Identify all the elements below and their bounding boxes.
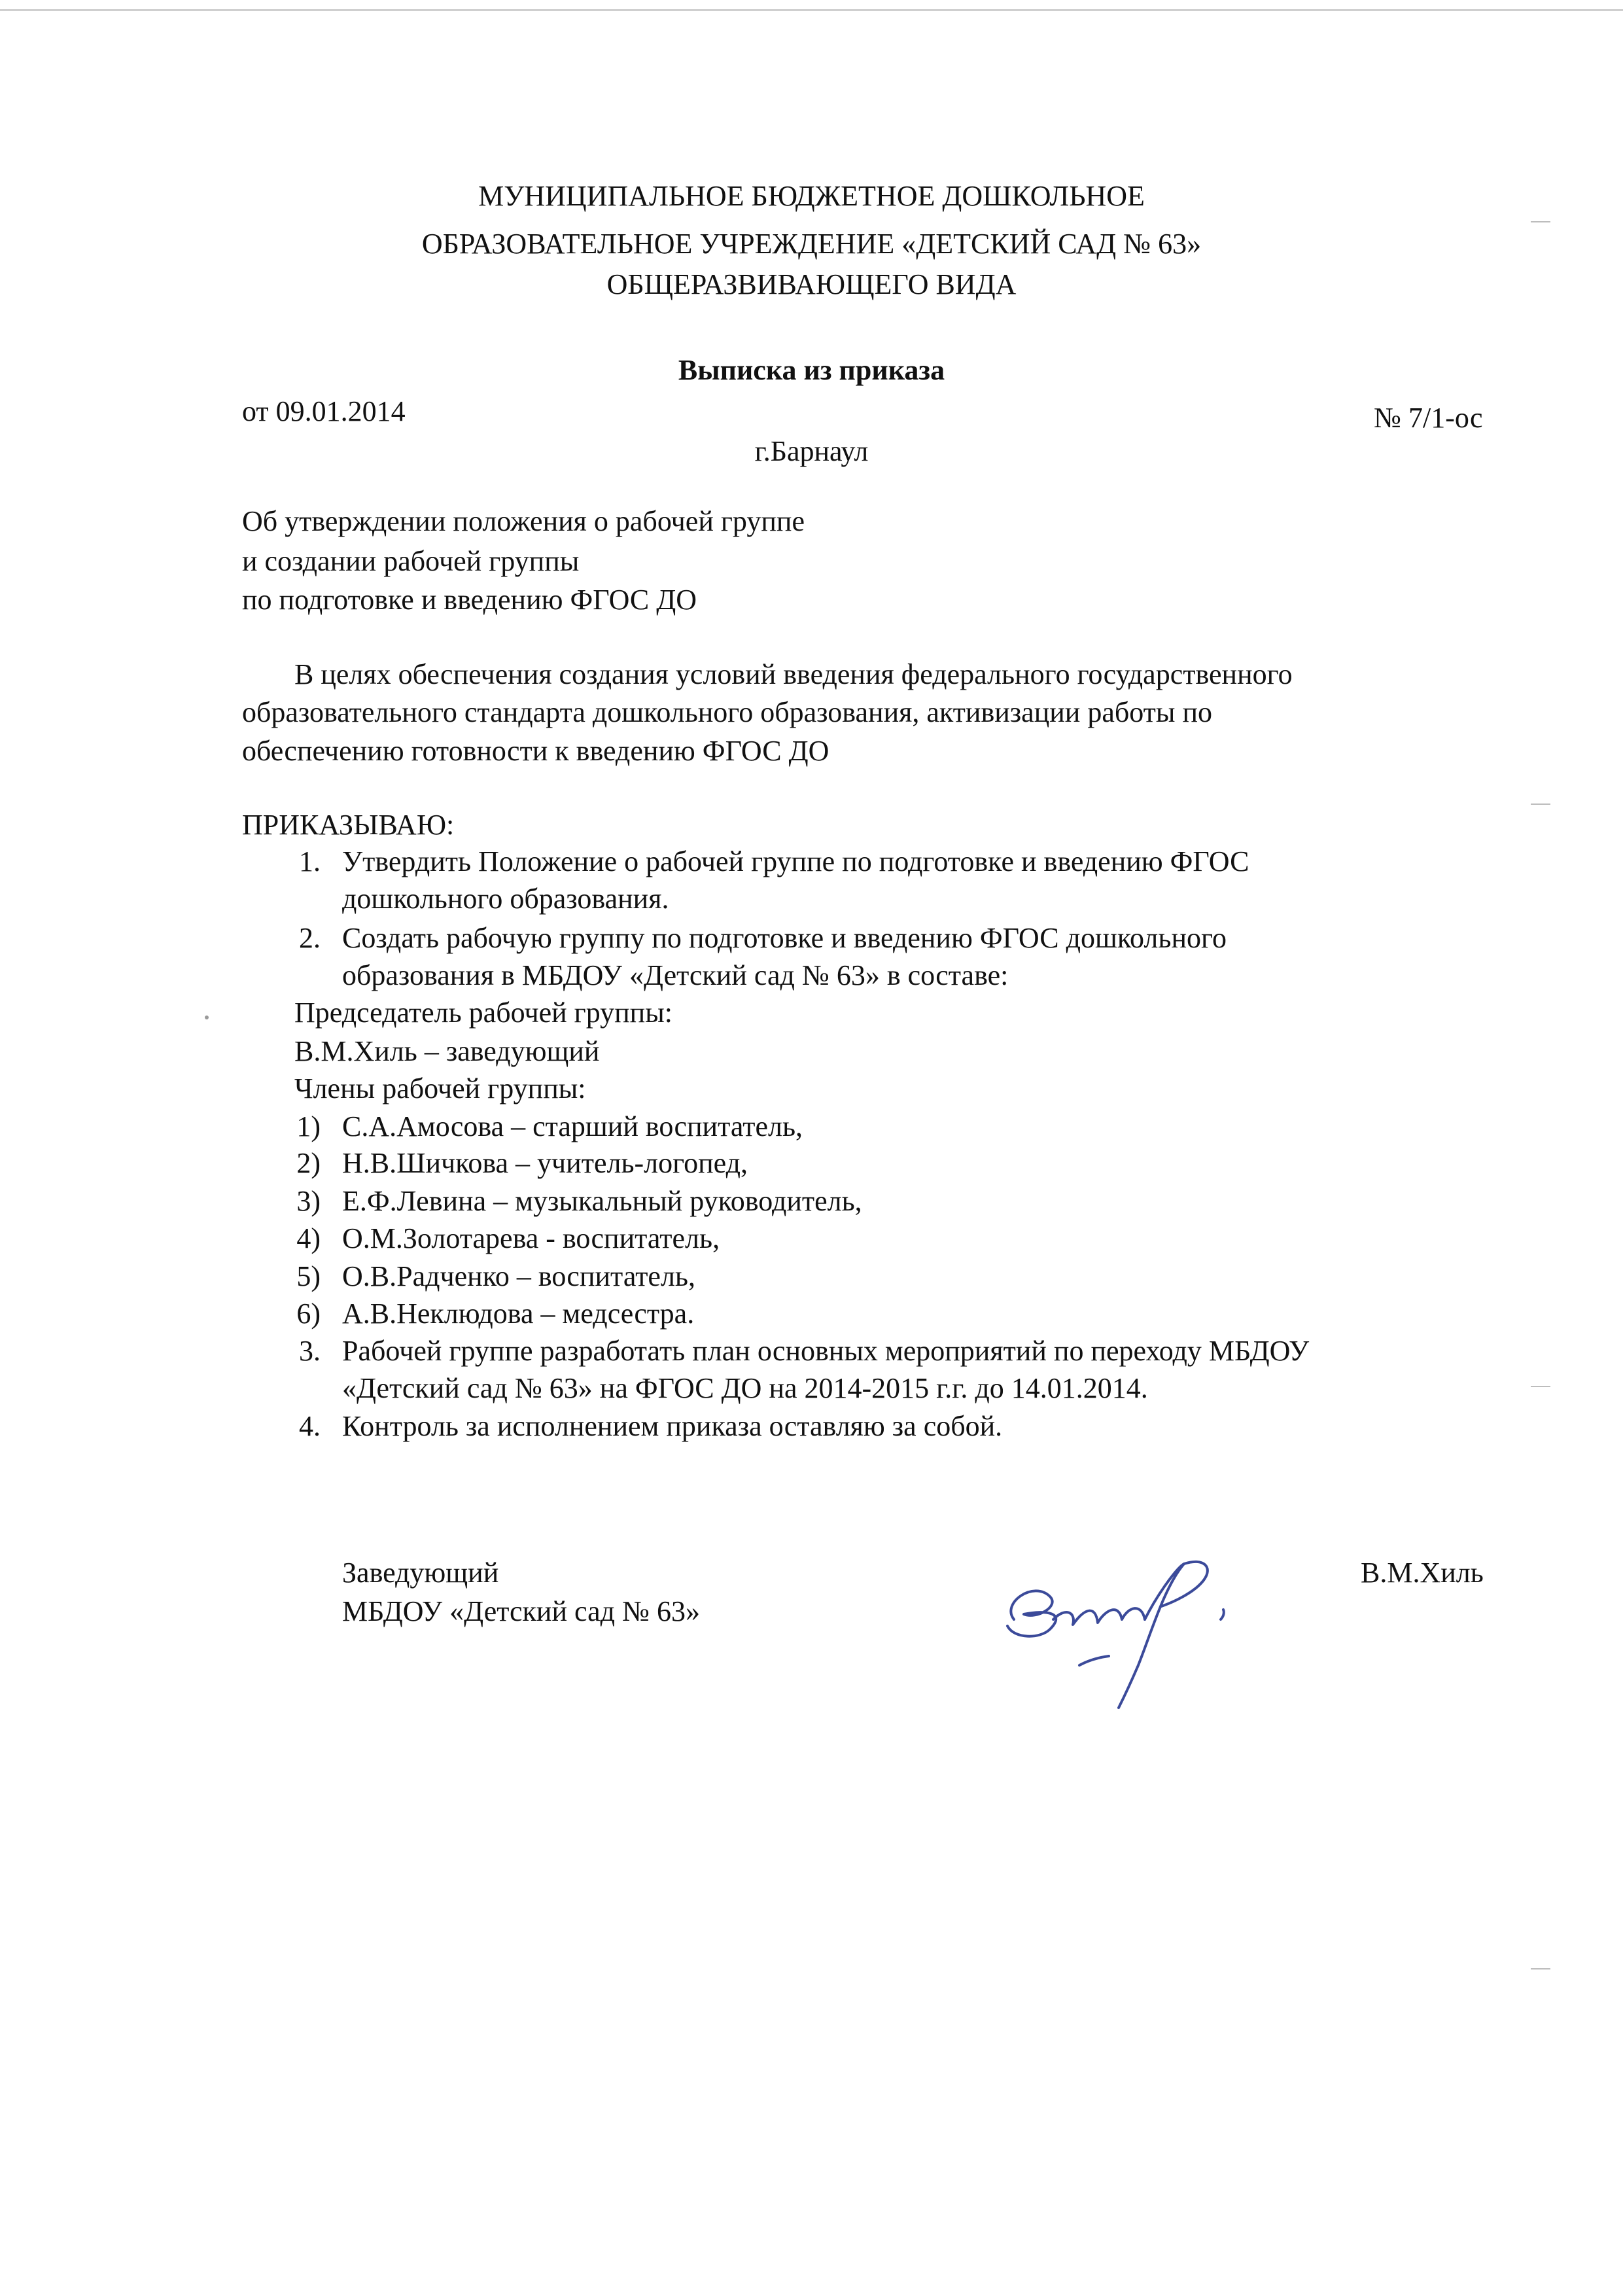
member-entry: С.А.Амосова – старший воспитатель, <box>342 1110 803 1142</box>
scan-margin-mark <box>1531 804 1550 805</box>
scan-speck <box>205 1016 209 1019</box>
item-text: Создать рабочую группу по подготовке и введению ФГОС дошкольного <box>342 922 1227 954</box>
item-number: 1. <box>299 845 321 877</box>
item-text: Утвердить Положение о рабочей группе по подготовке и введению ФГОС <box>342 845 1249 877</box>
order-number: № 7/1-ос <box>1374 402 1483 434</box>
scan-margin-mark <box>1531 1968 1550 1969</box>
order-word: ПРИКАЗЫВАЮ: <box>242 809 455 841</box>
chair-label: Председатель рабочей группы: <box>294 997 673 1029</box>
signature-ink <box>1007 1562 1224 1708</box>
org-name-line-3: ОБЩЕРАЗВИВАЮЩЕГО ВИДА <box>606 268 1017 300</box>
member-entry: А.В.Неклюдова – медсестра. <box>342 1298 695 1330</box>
signatory-organization: МБДОУ «Детский сад № 63» <box>342 1595 700 1627</box>
item-text: «Детский сад № 63» на ФГОС ДО на 2014-2015 г.г. до 14.01.2014. <box>342 1372 1148 1404</box>
member-entry: О.М.Золотарева - воспитатель, <box>342 1222 720 1254</box>
item-number: 4. <box>299 1410 321 1442</box>
member-number: 4) <box>296 1222 321 1254</box>
signatory-position: Заведующий <box>342 1557 499 1589</box>
scan-top-edge <box>0 9 1623 11</box>
item-number: 3. <box>299 1335 321 1367</box>
org-name-line-1: МУНИЦИПАЛЬНОЕ БЮДЖЕТНОЕ ДОШКОЛЬНОЕ <box>478 180 1145 212</box>
member-entry: Н.В.Шичкова – учитель-логопед, <box>342 1147 748 1179</box>
item-text: Контроль за исполнением приказа оставляю за собой. <box>342 1410 1003 1442</box>
member-number: 5) <box>296 1260 321 1292</box>
member-number: 3) <box>296 1185 321 1217</box>
preamble-line: обеспечению готовности к введению ФГОС ДО <box>242 735 829 767</box>
members-label: Члены рабочей группы: <box>294 1072 586 1104</box>
item-text: образования в МБДОУ «Детский сад № 63» в составе: <box>342 959 1009 991</box>
member-entry: О.В.Радченко – воспитатель, <box>342 1260 695 1292</box>
member-entry: Е.Ф.Левина – музыкальный руководитель, <box>342 1185 862 1217</box>
item-text: дошкольного образования. <box>342 883 669 915</box>
order-city: г.Барнаул <box>754 435 869 467</box>
handwritten-signature <box>988 1541 1263 1711</box>
subject-line: по подготовке и введению ФГОС ДО <box>242 584 697 616</box>
preamble-line: В целях обеспечения создания условий введения федерального государственного <box>294 658 1293 690</box>
member-number: 2) <box>296 1147 321 1179</box>
signatory-name: В.М.Хиль <box>1361 1557 1484 1589</box>
subject-line: Об утверждении положения о рабочей группе <box>242 505 805 537</box>
order-date: от 09.01.2014 <box>242 395 406 427</box>
member-number: 6) <box>296 1298 321 1330</box>
item-text: Рабочей группе разработать план основных мероприятий по переходу МБДОУ <box>342 1335 1310 1367</box>
scan-margin-mark <box>1531 221 1550 222</box>
chair-name: В.М.Хиль – заведующий <box>294 1035 600 1067</box>
preamble-line: образовательного стандарта дошкольного образования, активизации работы по <box>242 696 1213 728</box>
org-name-line-2: ОБРАЗОВАТЕЛЬНОЕ УЧРЕЖДЕНИЕ «ДЕТСКИЙ САД № 63» <box>421 228 1202 260</box>
item-number: 2. <box>299 922 321 954</box>
scan-margin-mark <box>1531 1386 1550 1387</box>
subject-line: и создании рабочей группы <box>242 545 580 577</box>
member-number: 1) <box>296 1110 321 1142</box>
document-title: Выписка из приказа <box>678 354 945 386</box>
